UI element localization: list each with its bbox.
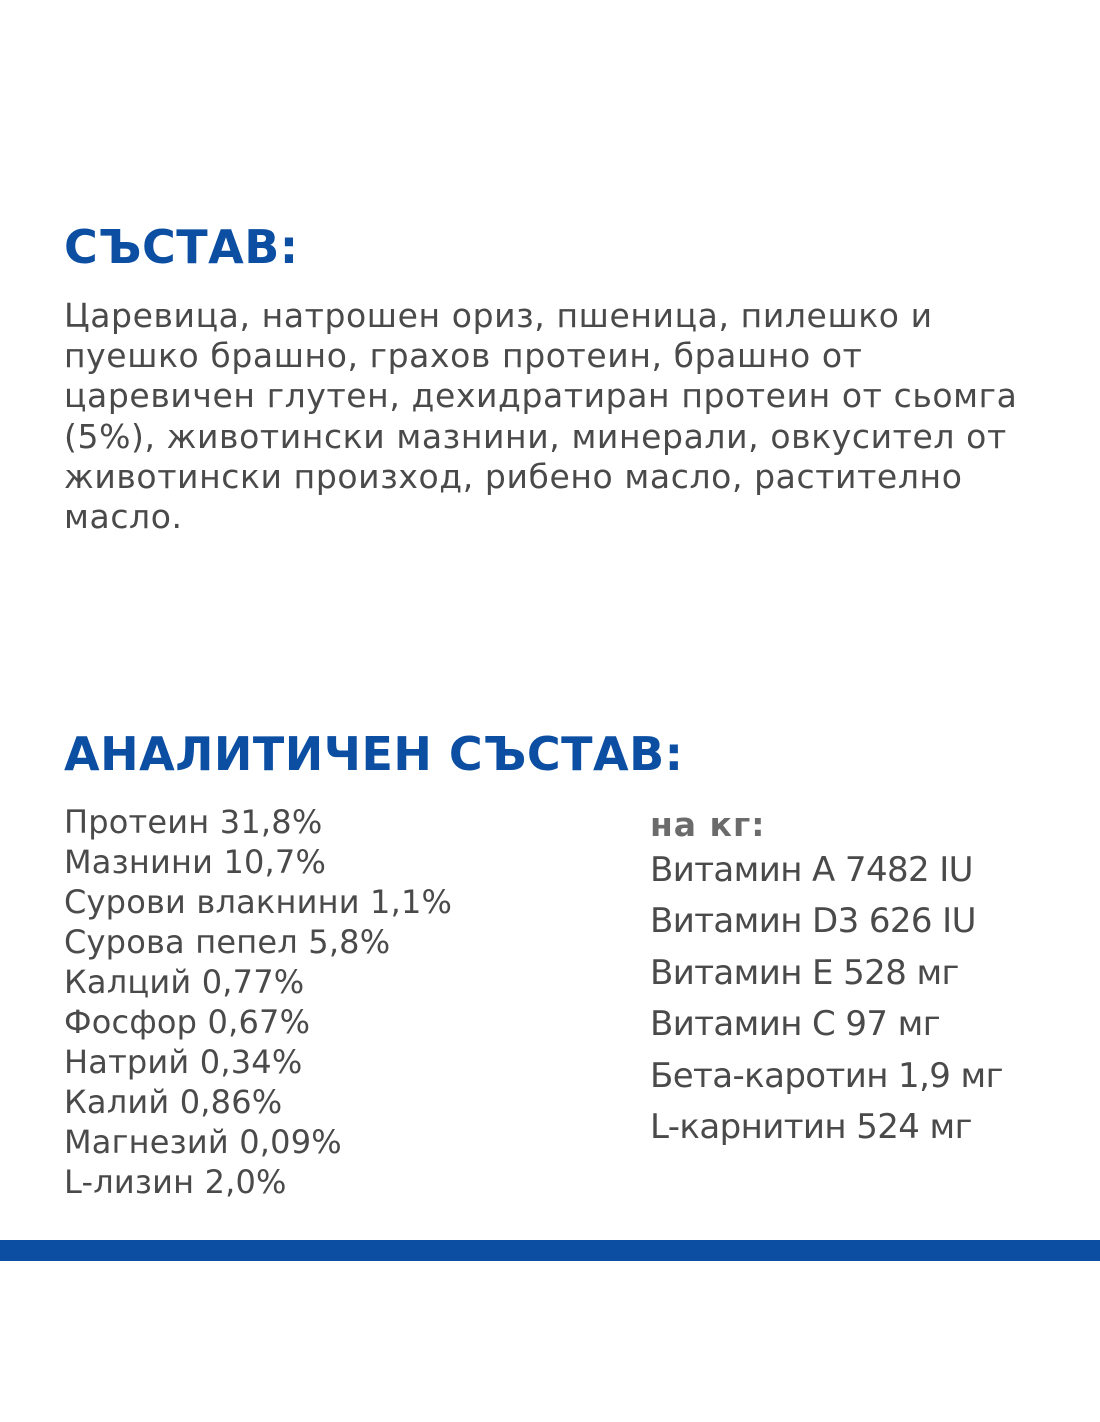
footer-accent-bar [0,1240,1100,1261]
analytic-composition-heading: АНАЛИТИЧЕН СЪСТАВ: [64,727,684,781]
composition-text: Царевица, натрошен ориз, пшеница, пилешко и пуешко брашно, грахов протеин, брашно от царевичен глутен, дехидратиран протеин от сьомга (5%), животински мазнини, минерали, овкусител от животински произход, рибено масло, растително масло. [64,296,1018,537]
analytic-item-ash: Сурова пепел 5,8% [64,923,391,961]
per-kg-title: на кг: [650,805,766,844]
per-kg-item-vitamin-a: Витамин A 7482 IU [650,850,973,890]
analytic-item-lysine: L-лизин 2,0% [64,1163,287,1201]
analytic-composition-list [64,802,452,1202]
analytic-item-sodium: Натрий 0,34% [64,1043,303,1081]
per-kg-item-l-carnitine: L-карнитин 524 мг [650,1107,972,1148]
analytic-item-phosphorus: Фосфор 0,67% [64,1003,311,1041]
analytic-item-protein: Протеин 31,8% [64,803,323,841]
analytic-item-potassium: Калий 0,86% [64,1083,283,1121]
analytic-item-magnesium: Магнезий 0,09% [64,1123,342,1161]
composition-heading: СЪСТАВ: [64,220,299,274]
analytic-item-calcium: Калций 0,77% [64,963,305,1001]
per-kg-list [650,845,1003,1153]
per-kg-item-vitamin-e: Витамин E 528 мг [650,952,959,993]
per-kg-item-vitamin-d3: Витамин D3 626 IU [650,901,976,942]
per-kg-item-beta-carotene: Бета-каротин 1,9 мг [650,1055,1003,1096]
analytic-item-fiber: Сурови влакнини 1,1% [64,883,453,921]
analytic-item-fat: Мазнини 10,7% [64,843,327,881]
per-kg-item-vitamin-c: Витамин C 97 мг [650,1004,940,1045]
